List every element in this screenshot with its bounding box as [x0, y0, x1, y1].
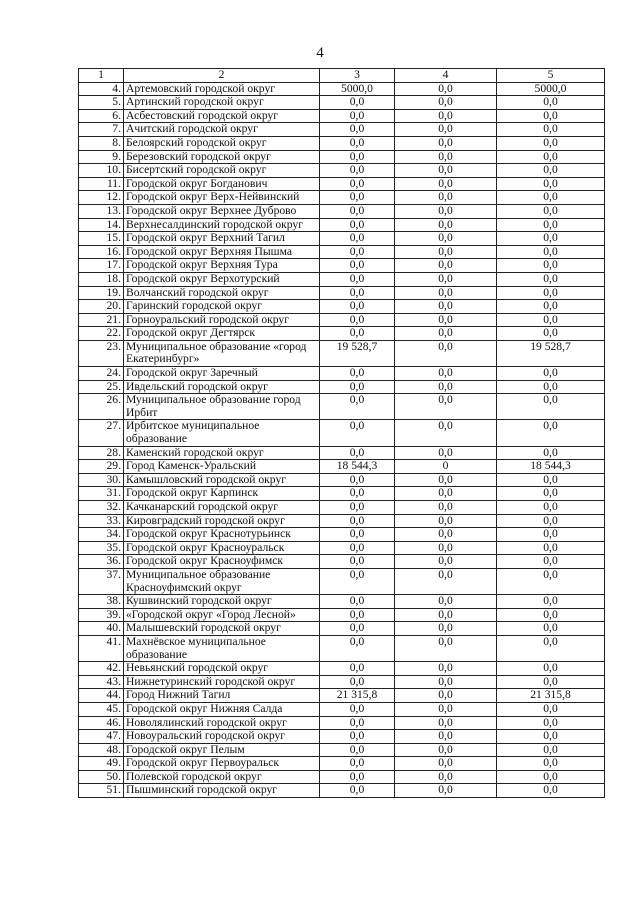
value-col-3: 0,0	[320, 96, 395, 110]
table-row	[79, 259, 605, 273]
municipality-name: Городской округ Верхняя Пышма	[124, 245, 320, 259]
value-col-3: 0,0	[320, 702, 395, 716]
table-body	[79, 82, 605, 797]
value-col-4: 0,0	[395, 662, 497, 676]
value-col-5: 0,0	[497, 555, 605, 569]
table-row	[79, 662, 605, 676]
table-row	[79, 272, 605, 286]
row-number: 42.	[79, 662, 124, 676]
row-number: 23.	[79, 340, 124, 366]
value-col-4: 0,0	[395, 367, 497, 381]
table-row	[79, 136, 605, 150]
municipality-name: Бисертский городской округ	[124, 164, 320, 178]
row-number: 40.	[79, 622, 124, 636]
row-number: 33.	[79, 514, 124, 528]
value-col-3: 0,0	[320, 487, 395, 501]
value-col-5: 0,0	[497, 109, 605, 123]
municipality-name: Городской округ Красноуфимск	[124, 555, 320, 569]
row-number: 26.	[79, 394, 124, 420]
value-col-5: 21 315,8	[497, 689, 605, 703]
row-number: 9.	[79, 150, 124, 164]
municipality-name: Городской округ Верхняя Тура	[124, 259, 320, 273]
row-number: 39.	[79, 608, 124, 622]
value-col-5: 5000,0	[497, 82, 605, 96]
table-row	[79, 286, 605, 300]
value-col-4: 0,0	[395, 420, 497, 446]
value-col-3: 0,0	[320, 501, 395, 515]
value-col-4: 0,0	[395, 514, 497, 528]
row-number: 5.	[79, 96, 124, 110]
value-col-5: 0,0	[497, 300, 605, 314]
value-col-4: 0,0	[395, 164, 497, 178]
data-table	[78, 68, 605, 798]
value-col-3: 0,0	[320, 286, 395, 300]
value-col-4: 0,0	[395, 528, 497, 542]
municipality-name: Малышевский городской округ	[124, 622, 320, 636]
value-col-5: 0,0	[497, 501, 605, 515]
value-col-3: 0,0	[320, 232, 395, 246]
municipality-name: Артемовский городской округ	[124, 82, 320, 96]
row-number: 15.	[79, 232, 124, 246]
table-row	[79, 514, 605, 528]
municipality-name: Камышловский городской округ	[124, 473, 320, 487]
value-col-5: 0,0	[497, 770, 605, 784]
municipality-name: Муниципальное образование город Ирбит	[124, 394, 320, 420]
value-col-3: 0,0	[320, 367, 395, 381]
table-row	[79, 528, 605, 542]
value-col-4: 0,0	[395, 446, 497, 460]
municipality-name: Новоуральский городской округ	[124, 730, 320, 744]
value-col-3: 19 528,7	[320, 340, 395, 366]
value-col-4: 0,0	[395, 702, 497, 716]
value-col-5: 0,0	[497, 204, 605, 218]
value-col-4: 0,0	[395, 608, 497, 622]
value-col-4: 0,0	[395, 96, 497, 110]
municipality-name: Городской округ Карпинск	[124, 487, 320, 501]
value-col-5: 0,0	[497, 394, 605, 420]
table-row	[79, 689, 605, 703]
column-header: 3	[320, 69, 395, 83]
value-col-5: 0,0	[497, 662, 605, 676]
column-header: 4	[395, 69, 497, 83]
value-col-3: 0,0	[320, 716, 395, 730]
value-col-3: 0,0	[320, 136, 395, 150]
table-row	[79, 608, 605, 622]
value-col-4: 0,0	[395, 232, 497, 246]
value-col-4: 0,0	[395, 716, 497, 730]
row-number: 13.	[79, 204, 124, 218]
value-col-4: 0,0	[395, 394, 497, 420]
value-col-4: 0,0	[395, 340, 497, 366]
value-col-3: 0,0	[320, 204, 395, 218]
row-number: 16.	[79, 245, 124, 259]
value-col-3: 0,0	[320, 473, 395, 487]
value-col-5: 0,0	[497, 272, 605, 286]
municipality-name: Пышминский городской округ	[124, 784, 320, 798]
value-col-3: 0,0	[320, 757, 395, 771]
column-header: 1	[79, 69, 124, 83]
value-col-3: 0,0	[320, 514, 395, 528]
table-row	[79, 555, 605, 569]
table-row	[79, 716, 605, 730]
value-col-4: 0,0	[395, 675, 497, 689]
municipality-name: Нижнетуринский городской округ	[124, 675, 320, 689]
value-col-3: 0,0	[320, 259, 395, 273]
value-col-3: 0,0	[320, 743, 395, 757]
value-col-4: 0,0	[395, 757, 497, 771]
municipality-name: Городской округ Верхотурский	[124, 272, 320, 286]
value-col-4: 0,0	[395, 541, 497, 555]
value-col-5: 0,0	[497, 757, 605, 771]
value-col-4: 0,0	[395, 150, 497, 164]
value-col-4: 0,0	[395, 286, 497, 300]
value-col-3: 0,0	[320, 635, 395, 661]
value-col-5: 0,0	[497, 675, 605, 689]
value-col-5: 0,0	[497, 622, 605, 636]
value-col-3: 0,0	[320, 568, 395, 594]
table-row	[79, 702, 605, 716]
value-col-4: 0,0	[395, 136, 497, 150]
value-col-3: 21 315,8	[320, 689, 395, 703]
municipality-name: Гаринский городской округ	[124, 300, 320, 314]
table-row	[79, 300, 605, 314]
row-number: 46.	[79, 716, 124, 730]
table-row	[79, 96, 605, 110]
row-number: 18.	[79, 272, 124, 286]
row-number: 12.	[79, 191, 124, 205]
row-number: 44.	[79, 689, 124, 703]
municipality-name: Верхнесалдинский городской округ	[124, 218, 320, 232]
municipality-name: Невьянский городской округ	[124, 662, 320, 676]
row-number: 45.	[79, 702, 124, 716]
value-col-4: 0,0	[395, 245, 497, 259]
municipality-name: Городской округ Заречный	[124, 367, 320, 381]
municipality-name: Асбестовский городской округ	[124, 109, 320, 123]
table-row	[79, 460, 605, 474]
municipality-name: Городской округ Верхний Тагил	[124, 232, 320, 246]
municipality-name: Кировградский городской округ	[124, 514, 320, 528]
value-col-5: 0,0	[497, 595, 605, 609]
table-row	[79, 313, 605, 327]
municipality-name: Махнёвское муниципальное образование	[124, 635, 320, 661]
table-row	[79, 473, 605, 487]
table-row	[79, 420, 605, 446]
row-number: 28.	[79, 446, 124, 460]
row-number: 17.	[79, 259, 124, 273]
table-row	[79, 784, 605, 798]
municipality-name: Город Каменск-Уральский	[124, 460, 320, 474]
table-row	[79, 340, 605, 366]
value-col-4: 0,0	[395, 123, 497, 137]
row-number: 25.	[79, 380, 124, 394]
value-col-3: 0,0	[320, 109, 395, 123]
column-header: 5	[497, 69, 605, 83]
table-row	[79, 218, 605, 232]
value-col-3: 0,0	[320, 528, 395, 542]
table-header-row	[79, 69, 605, 83]
value-col-5: 19 528,7	[497, 340, 605, 366]
row-number: 31.	[79, 487, 124, 501]
row-number: 47.	[79, 730, 124, 744]
table-row	[79, 191, 605, 205]
value-col-5: 18 544,3	[497, 460, 605, 474]
value-col-4: 0	[395, 460, 497, 474]
value-col-4: 0,0	[395, 191, 497, 205]
value-col-3: 0,0	[320, 555, 395, 569]
value-col-3: 0,0	[320, 313, 395, 327]
value-col-3: 0,0	[320, 675, 395, 689]
value-col-4: 0,0	[395, 743, 497, 757]
table-row	[79, 394, 605, 420]
value-col-4: 0,0	[395, 380, 497, 394]
municipality-name: Ивдельский городской округ	[124, 380, 320, 394]
municipality-name: Муниципальное образование Красноуфимский округ	[124, 568, 320, 594]
row-number: 50.	[79, 770, 124, 784]
value-col-3: 0,0	[320, 177, 395, 191]
table-row	[79, 232, 605, 246]
value-col-3: 0,0	[320, 218, 395, 232]
table-row	[79, 501, 605, 515]
table-row	[79, 595, 605, 609]
value-col-3: 0,0	[320, 420, 395, 446]
value-col-5: 0,0	[497, 528, 605, 542]
value-col-3: 0,0	[320, 123, 395, 137]
value-col-3: 0,0	[320, 770, 395, 784]
municipality-name: Волчанский городской округ	[124, 286, 320, 300]
table-row	[79, 757, 605, 771]
municipality-name: Городской округ Верх-Нейвинский	[124, 191, 320, 205]
value-col-5: 0,0	[497, 514, 605, 528]
table-row	[79, 446, 605, 460]
row-number: 36.	[79, 555, 124, 569]
value-col-4: 0,0	[395, 730, 497, 744]
value-col-3: 0,0	[320, 191, 395, 205]
value-col-5: 0,0	[497, 136, 605, 150]
value-col-3: 0,0	[320, 784, 395, 798]
table-row	[79, 380, 605, 394]
value-col-5: 0,0	[497, 367, 605, 381]
row-number: 30.	[79, 473, 124, 487]
value-col-5: 0,0	[497, 286, 605, 300]
value-col-5: 0,0	[497, 191, 605, 205]
table-row	[79, 109, 605, 123]
municipality-name: Каменский городской округ	[124, 446, 320, 460]
value-col-4: 0,0	[395, 82, 497, 96]
value-col-5: 0,0	[497, 716, 605, 730]
table-row	[79, 82, 605, 96]
value-col-5: 0,0	[497, 96, 605, 110]
table-row	[79, 675, 605, 689]
row-number: 10.	[79, 164, 124, 178]
table-row	[79, 730, 605, 744]
value-col-3: 0,0	[320, 272, 395, 286]
table-row	[79, 541, 605, 555]
row-number: 29.	[79, 460, 124, 474]
row-number: 43.	[79, 675, 124, 689]
value-col-3: 0,0	[320, 327, 395, 341]
value-col-5: 0,0	[497, 420, 605, 446]
table-row	[79, 770, 605, 784]
row-number: 48.	[79, 743, 124, 757]
row-number: 14.	[79, 218, 124, 232]
value-col-4: 0,0	[395, 327, 497, 341]
value-col-5: 0,0	[497, 164, 605, 178]
value-col-3: 0,0	[320, 380, 395, 394]
value-col-5: 0,0	[497, 541, 605, 555]
row-number: 27.	[79, 420, 124, 446]
row-number: 34.	[79, 528, 124, 542]
municipality-name: Городской округ Верхнее Дуброво	[124, 204, 320, 218]
value-col-5: 0,0	[497, 218, 605, 232]
value-col-5: 0,0	[497, 232, 605, 246]
value-col-4: 0,0	[395, 177, 497, 191]
value-col-3: 0,0	[320, 300, 395, 314]
municipality-name: Белоярский городской округ	[124, 136, 320, 150]
municipality-name: Городской округ Богданович	[124, 177, 320, 191]
value-col-5: 0,0	[497, 487, 605, 501]
value-col-5: 0,0	[497, 123, 605, 137]
value-col-4: 0,0	[395, 555, 497, 569]
value-col-3: 0,0	[320, 662, 395, 676]
table-row	[79, 150, 605, 164]
municipality-name: Новолялинский городской округ	[124, 716, 320, 730]
value-col-4: 0,0	[395, 689, 497, 703]
table-row	[79, 327, 605, 341]
value-col-4: 0,0	[395, 272, 497, 286]
row-number: 22.	[79, 327, 124, 341]
municipality-name: Качканарский городской округ	[124, 501, 320, 515]
value-col-4: 0,0	[395, 635, 497, 661]
value-col-5: 0,0	[497, 568, 605, 594]
municipality-name: Полевской городской округ	[124, 770, 320, 784]
value-col-4: 0,0	[395, 313, 497, 327]
value-col-3: 0,0	[320, 164, 395, 178]
table-row	[79, 568, 605, 594]
row-number: 21.	[79, 313, 124, 327]
row-number: 49.	[79, 757, 124, 771]
municipality-name: Городской округ Красноуральск	[124, 541, 320, 555]
row-number: 35.	[79, 541, 124, 555]
value-col-4: 0,0	[395, 259, 497, 273]
value-col-5: 0,0	[497, 446, 605, 460]
value-col-3: 0,0	[320, 595, 395, 609]
value-col-5: 0,0	[497, 245, 605, 259]
table-row	[79, 743, 605, 757]
value-col-4: 0,0	[395, 770, 497, 784]
municipality-name: Кушвинский городской округ	[124, 595, 320, 609]
municipality-name: Город Нижний Тагил	[124, 689, 320, 703]
municipality-name: Артинский городской округ	[124, 96, 320, 110]
municipality-name: Ачитский городской округ	[124, 123, 320, 137]
value-col-5: 0,0	[497, 608, 605, 622]
row-number: 38.	[79, 595, 124, 609]
row-number: 4.	[79, 82, 124, 96]
value-col-4: 0,0	[395, 218, 497, 232]
value-col-4: 0,0	[395, 109, 497, 123]
value-col-4: 0,0	[395, 473, 497, 487]
value-col-5: 0,0	[497, 327, 605, 341]
value-col-4: 0,0	[395, 204, 497, 218]
value-col-3: 0,0	[320, 150, 395, 164]
row-number: 37.	[79, 568, 124, 594]
municipality-name: Березовский городской округ	[124, 150, 320, 164]
row-number: 8.	[79, 136, 124, 150]
row-number: 11.	[79, 177, 124, 191]
value-col-5: 0,0	[497, 259, 605, 273]
value-col-5: 0,0	[497, 177, 605, 191]
value-col-5: 0,0	[497, 784, 605, 798]
table-row	[79, 622, 605, 636]
page-number: 4	[316, 45, 324, 61]
value-col-5: 0,0	[497, 380, 605, 394]
table-row	[79, 245, 605, 259]
value-col-3: 0,0	[320, 394, 395, 420]
value-col-5: 0,0	[497, 743, 605, 757]
row-number: 7.	[79, 123, 124, 137]
value-col-4: 0,0	[395, 487, 497, 501]
value-col-5: 0,0	[497, 473, 605, 487]
value-col-3: 0,0	[320, 730, 395, 744]
municipality-name: Городской округ Пелым	[124, 743, 320, 757]
column-header: 2	[124, 69, 320, 83]
municipality-name: Городской округ Первоуральск	[124, 757, 320, 771]
row-number: 24.	[79, 367, 124, 381]
value-col-5: 0,0	[497, 702, 605, 716]
row-number: 32.	[79, 501, 124, 515]
value-col-4: 0,0	[395, 784, 497, 798]
municipality-name: Муниципальное образование «город Екатеринбург»	[124, 340, 320, 366]
municipality-name: Городской округ Нижняя Салда	[124, 702, 320, 716]
value-col-3: 18 544,3	[320, 460, 395, 474]
row-number: 41.	[79, 635, 124, 661]
table-row	[79, 123, 605, 137]
row-number: 6.	[79, 109, 124, 123]
value-col-4: 0,0	[395, 595, 497, 609]
table-row	[79, 164, 605, 178]
municipality-name: Горноуральский городской округ	[124, 313, 320, 327]
row-number: 20.	[79, 300, 124, 314]
value-col-3: 0,0	[320, 446, 395, 460]
table-row	[79, 204, 605, 218]
value-col-3: 0,0	[320, 608, 395, 622]
municipality-name: Городской округ Дегтярск	[124, 327, 320, 341]
table-row	[79, 635, 605, 661]
row-number: 51.	[79, 784, 124, 798]
value-col-3: 0,0	[320, 245, 395, 259]
table-row	[79, 487, 605, 501]
value-col-5: 0,0	[497, 313, 605, 327]
value-col-4: 0,0	[395, 622, 497, 636]
municipality-name: Ирбитское муниципальное образование	[124, 420, 320, 446]
municipality-name: «Городской округ «Город Лесной»	[124, 608, 320, 622]
value-col-3: 0,0	[320, 541, 395, 555]
table-row	[79, 367, 605, 381]
municipality-name: Городской округ Краснотурьинск	[124, 528, 320, 542]
value-col-4: 0,0	[395, 501, 497, 515]
row-number: 19.	[79, 286, 124, 300]
value-col-4: 0,0	[395, 300, 497, 314]
value-col-4: 0,0	[395, 568, 497, 594]
value-col-3: 0,0	[320, 622, 395, 636]
table-row	[79, 177, 605, 191]
value-col-5: 0,0	[497, 635, 605, 661]
value-col-5: 0,0	[497, 150, 605, 164]
value-col-3: 5000,0	[320, 82, 395, 96]
value-col-5: 0,0	[497, 730, 605, 744]
